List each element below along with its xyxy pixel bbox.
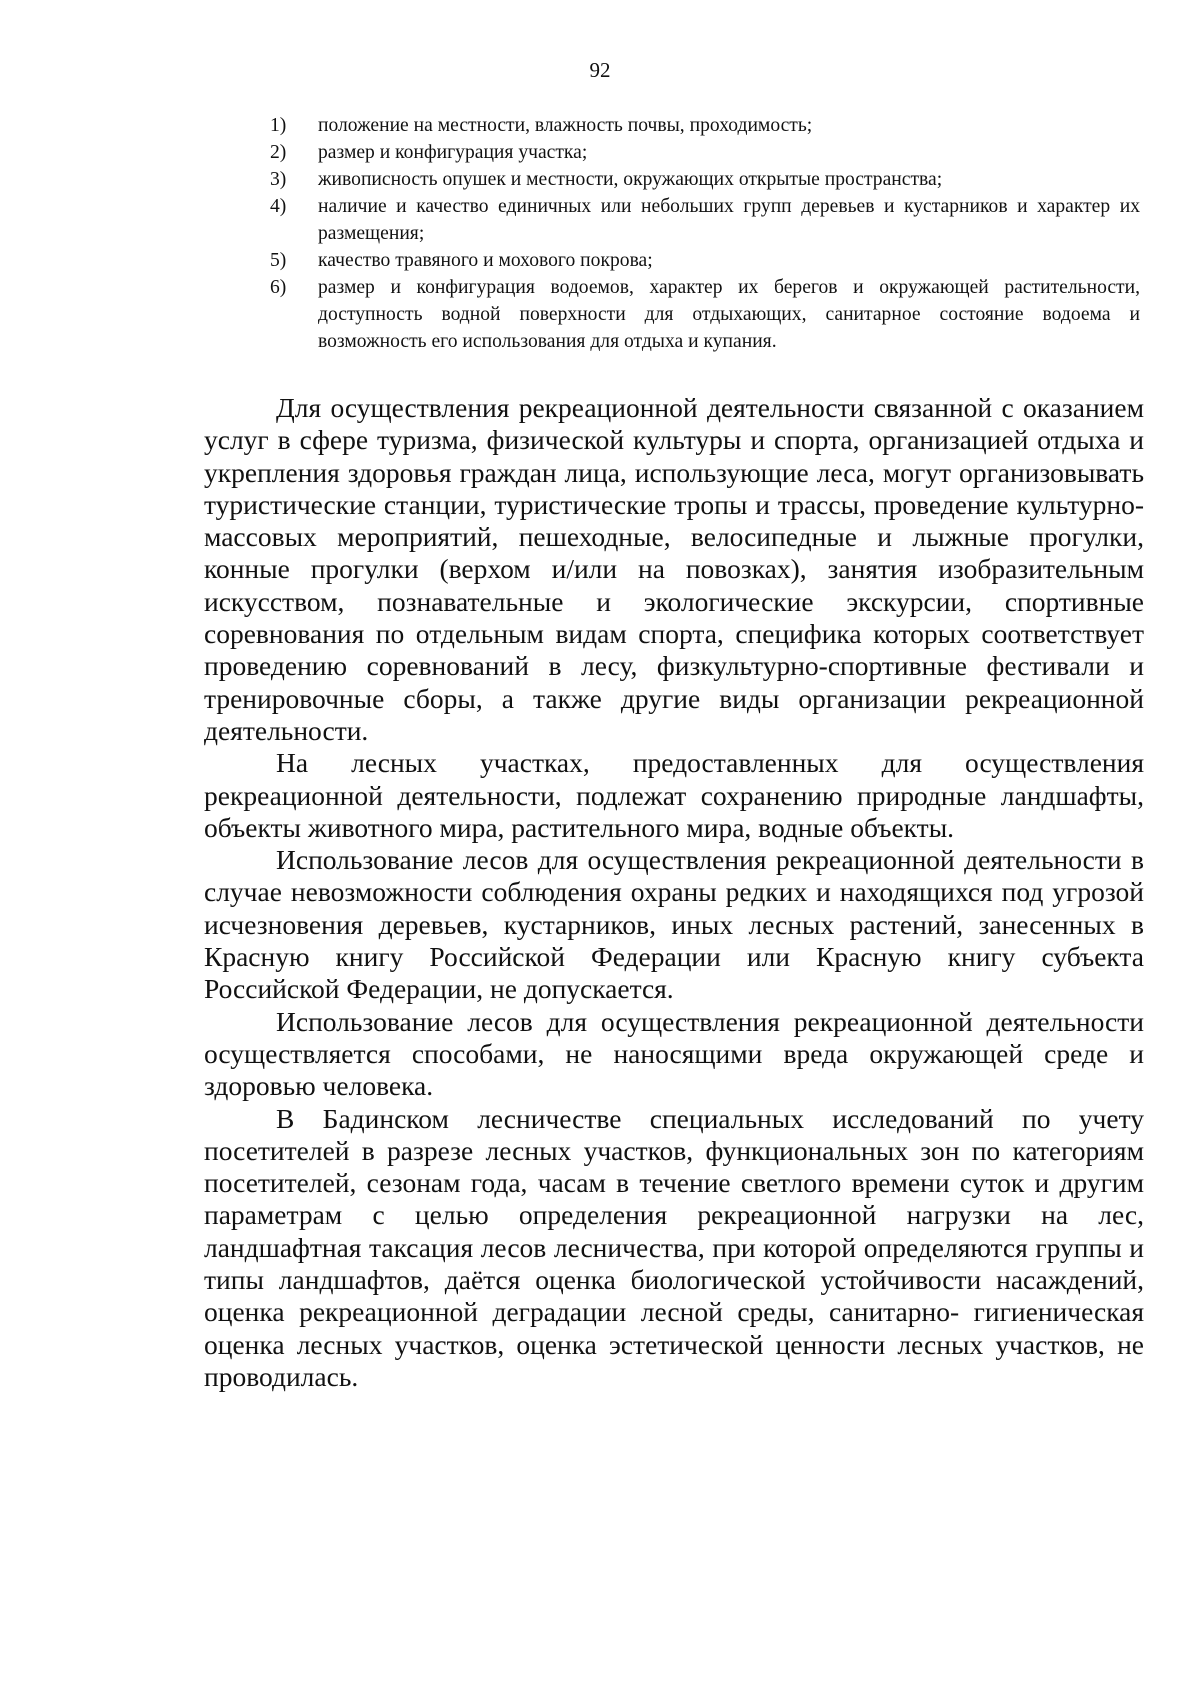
list-item [270, 112, 1140, 139]
list-item-text: живописность опушек и местности, окружающих открытые пространства; [318, 169, 943, 190]
list-item-number: 3) [270, 169, 287, 190]
page-number: 92 [589, 58, 611, 82]
body-text [204, 392, 1144, 1393]
list-item-text: размер и конфигурация водоемов, характер их берегов и окружающей растительности, доступность водной поверхности для отдыхающих, санитарное состояние водоема и возможность его использования для отдыха и купания. [318, 277, 1140, 352]
list-item-number: 6) [270, 277, 287, 298]
list-item-number: 1) [270, 115, 287, 136]
list-item [270, 166, 1140, 193]
list-item-text: размер и конфигурация участка; [318, 142, 588, 163]
list-item-number: 5) [270, 250, 287, 271]
list-item [270, 139, 1140, 166]
list-item-number: 2) [270, 142, 287, 163]
paragraph-badinsky-studies: В Бадинском лесничестве специальных исследований по учету посетителей в разрезе лесных участков, функциональных зон по категориям посетителей, сезонам года, часам в течение светлого времени суток и другим параметрам с целью определения рекреационной нагрузки на лес, ландшафтная таксация лесов лесничества, при которой определяются группы и типы ландшафтов, даётся оценка биологической устойчивости насаждений, оценка рекреационной деградации лесной среды, санитарно- гигиеническая оценка лесных участков, оценка эстетической ценности лесных участков, не проводилась. [204, 1102, 1144, 1392]
paragraph-recreation-activities: Для осуществления рекреационной деятельности связанной с оказанием услуг в сфере туризма, физической культуры и спорта, организацией отдыха и укрепления здоровья граждан лица, использующие леса, могут организовывать туристические станции, туристические тропы и трассы, проведение культурно-массовых мероприятий, пешеходные, велосипедные и лыжные прогулки, конные прогулки (верхом и/или на повозках), занятия изобразительным искусством, познавательные и экологические экскурсии, спортивные соревнования по отдельным видам спорта, специфика которых соответствует проведению соревнований в лесу, физкультурно-спортивные фестивали и тренировочные сборы, а также другие виды организации рекреационной деятельности. [204, 392, 1144, 746]
list-item-number: 4) [270, 196, 287, 217]
paragraph-landscape-preservation: На лесных участках, предоставленных для осуществления рекреационной деятельности, подлежат сохранению природные ландшафты, объекты животного мира, растительного мира, водные объекты. [204, 747, 1144, 843]
list-item [270, 193, 1140, 247]
list-item [270, 274, 1140, 355]
paragraph-harmless-methods: Использование лесов для осуществления рекреационной деятельности осуществляется способами, не наносящими вреда окружающей среде и здоровью человека. [204, 1005, 1144, 1102]
list-item-text: наличие и качество единичных или небольших групп деревьев и кустарников и характер их размещения; [318, 196, 1140, 244]
paragraph-red-book-restriction: Использование лесов для осуществления рекреационной деятельности в случае невозможности соблюдения охраны редких и находящихся под угрозой исчезновения деревьев, кустарников, иных лесных растений, занесенных в Красную книгу Российской Федерации или Красную книгу субъекта Российской Федерации, не допускается. [204, 844, 1144, 1005]
list-item [270, 247, 1140, 274]
list-item-text: положение на местности, влажность почвы, проходимость; [318, 115, 813, 136]
list-item-text: качество травяного и мохового покрова; [318, 250, 653, 271]
criteria-list [270, 112, 1140, 355]
